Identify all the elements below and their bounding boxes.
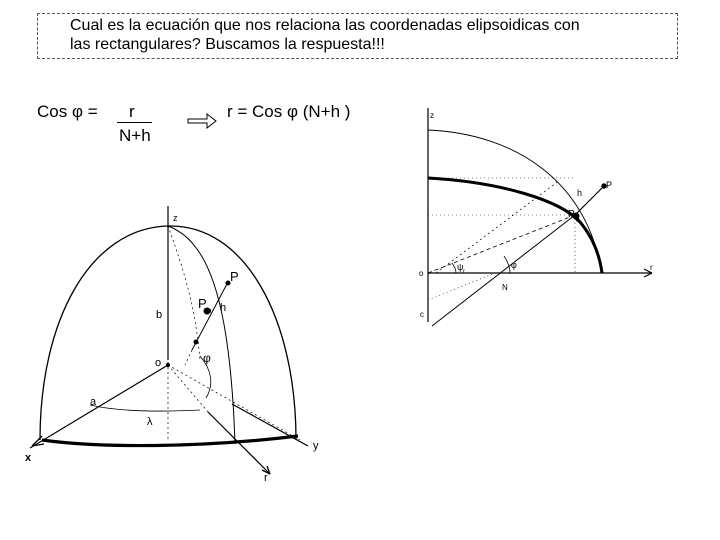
fraction-denominator: N+h: [119, 126, 151, 145]
label-N: N: [502, 283, 508, 292]
projection-dotted: [168, 365, 208, 412]
normal-point: [194, 340, 198, 344]
phi-arc: [504, 256, 510, 273]
label-phi: φ: [203, 351, 211, 365]
label-c: c: [420, 310, 424, 319]
label-Po-sub-right: o: [576, 217, 580, 224]
aux-line-1: [436, 180, 560, 273]
implication-arrow: [188, 114, 216, 128]
meridian: [168, 226, 235, 444]
label-x: x: [25, 452, 32, 464]
longitude-arc: [90, 405, 200, 411]
outer-arc: [428, 130, 600, 265]
label-psi-sub: r: [463, 269, 465, 275]
equation-result: r = Cos φ (N+h ): [227, 102, 351, 121]
label-origin: o: [155, 357, 162, 369]
label-h-right: h: [577, 188, 583, 198]
fraction-numerator: r: [129, 102, 135, 121]
label-P-right: P: [606, 180, 613, 190]
meridian-section-diagram: [428, 108, 652, 326]
ellipse-arc: [428, 178, 602, 273]
psi-arc: [452, 263, 456, 273]
label-r: r: [264, 472, 268, 484]
ellipsoid-diagram: [30, 206, 308, 474]
equator: [42, 436, 298, 446]
label-y: y: [313, 440, 319, 452]
label-psi: ψ: [457, 262, 464, 272]
label-r-right: r: [650, 263, 653, 272]
label-Po-right: P: [568, 209, 575, 220]
label-b: b: [156, 309, 163, 321]
label-h: h: [220, 302, 227, 314]
label-z-right: z: [430, 111, 434, 120]
label-o-right: o: [419, 269, 424, 278]
normal-line-dotted: [185, 350, 192, 365]
label-a: a: [90, 396, 97, 408]
aux-line-5: [428, 273, 495, 300]
origin-point: [166, 363, 169, 366]
normal-line-right: [432, 215, 575, 326]
question-line-2: las rectangulares? Buscamos la respuesta!!!: [70, 36, 385, 53]
label-Po: P: [198, 296, 207, 311]
label-phi-right: φ: [511, 260, 517, 270]
label-P: P: [230, 269, 239, 284]
equation-lhs: Cos φ =: [37, 102, 98, 121]
label-z: z: [173, 213, 178, 223]
label-lambda: λ: [147, 416, 153, 428]
question-line-1: Cual es la ecuación que nos relaciona las coordenadas elipsoidicas con: [70, 17, 580, 34]
label-Po-sub: o: [207, 306, 212, 315]
